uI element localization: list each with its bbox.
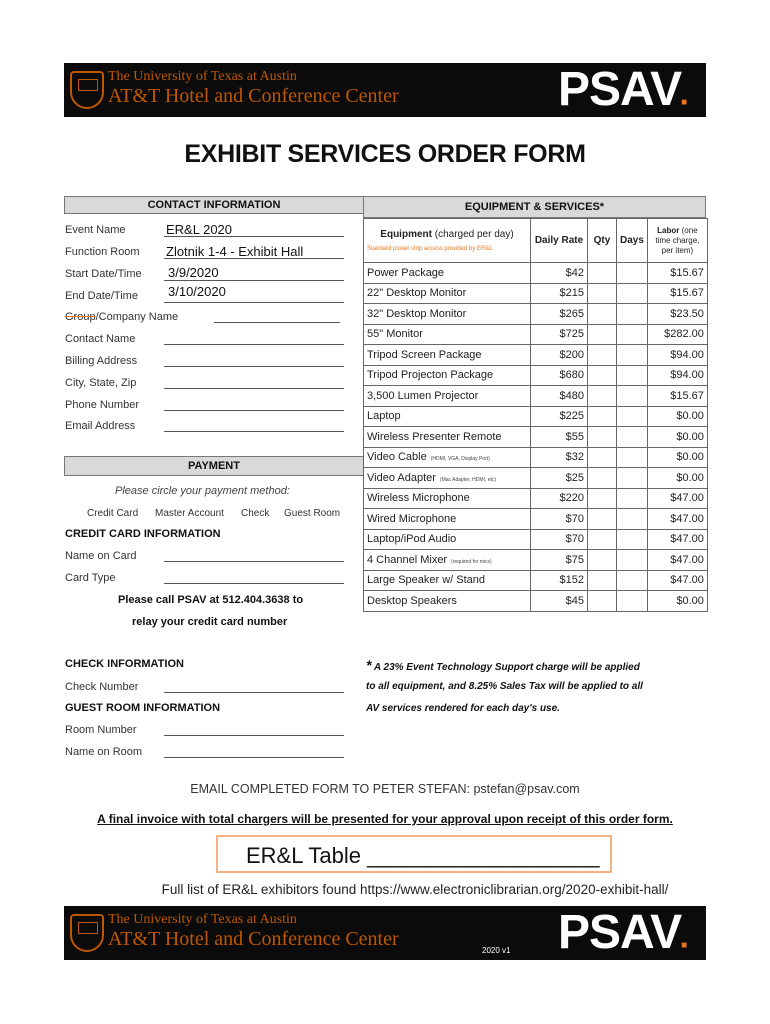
equipment-row xyxy=(364,406,708,427)
email-instruction: EMAIL COMPLETED FORM TO PETER STEFAN: pstefan@psav.com xyxy=(190,782,580,796)
equipment-row xyxy=(364,345,708,366)
equipment-rate: $45 xyxy=(531,591,588,612)
function-room-line xyxy=(164,258,344,259)
payment-header: PAYMENT xyxy=(64,456,364,476)
equipment-labor: $94.00 xyxy=(647,365,707,386)
days-input[interactable] xyxy=(617,529,648,550)
labor-col-header: Labor (one time charge, per item) xyxy=(647,219,707,263)
start-date-line xyxy=(164,280,344,281)
equipment-name: Tripod Projecton Package xyxy=(364,365,531,386)
company-name-label: Group/Company Name xyxy=(65,311,179,323)
qty-input[interactable] xyxy=(588,365,617,386)
qty-input[interactable] xyxy=(588,591,617,612)
days-input[interactable] xyxy=(617,509,648,530)
qty-input[interactable] xyxy=(588,386,617,407)
center-name: AT&T Hotel and Conference Center xyxy=(108,85,399,107)
ut-seal-icon xyxy=(70,71,104,109)
equipment-rate: $220 xyxy=(531,488,588,509)
equipment-labor: $23.50 xyxy=(647,304,707,325)
contact-name-line[interactable] xyxy=(164,344,344,345)
start-date-label: Start Date/Time xyxy=(65,268,142,280)
equipment-labor: $282.00 xyxy=(647,324,707,345)
equipment-rate: $215 xyxy=(531,283,588,304)
name-on-card-line[interactable] xyxy=(164,561,344,562)
equipment-rate: $42 xyxy=(531,263,588,284)
qty-input[interactable] xyxy=(588,345,617,366)
end-date-line xyxy=(164,302,344,303)
equipment-row xyxy=(364,529,708,550)
equipment-labor: $0.00 xyxy=(647,406,707,427)
city-state-zip-line[interactable] xyxy=(164,388,344,389)
card-type-label: Card Type xyxy=(65,572,116,584)
equipment-name: Large Speaker w/ Stand xyxy=(364,570,531,591)
qty-input[interactable] xyxy=(588,447,617,468)
equipment-name: Tripod Screen Package xyxy=(364,345,531,366)
start-date-value[interactable]: 3/9/2020 xyxy=(168,265,219,280)
equipment-header: EQUIPMENT & SERVICES* xyxy=(363,196,706,218)
payment-instruction: Please circle your payment method: xyxy=(115,485,290,497)
equipment-col-header: Equipment (charged per day) Standard power strip access provided by ER&L xyxy=(364,219,531,263)
equipment-labor: $0.00 xyxy=(647,427,707,448)
page-title: EXHIBIT SERVICES ORDER FORM xyxy=(184,140,586,168)
qty-col-header: Qty xyxy=(588,219,617,263)
university-name-bottom: The University of Texas at Austin xyxy=(108,912,297,927)
payment-guest-room[interactable]: Guest Room xyxy=(284,508,341,519)
equipment-row xyxy=(364,427,708,448)
call-psav-line2: relay your credit card number xyxy=(132,616,288,628)
equipment-labor: $47.00 xyxy=(647,509,707,530)
equipment-name: Video Cable (HDMI, VGA, Display Port) xyxy=(364,447,531,468)
room-number-label: Room Number xyxy=(65,724,137,736)
equipment-name: Wireless Microphone xyxy=(364,488,531,509)
cc-header: CREDIT CARD INFORMATION xyxy=(65,528,221,540)
equipment-name: 55" Monitor xyxy=(364,324,531,345)
psav-logo: PSAV■ xyxy=(558,63,687,116)
days-input[interactable] xyxy=(617,591,648,612)
equipment-row xyxy=(364,570,708,591)
qty-input[interactable] xyxy=(588,263,617,284)
email-address-line[interactable] xyxy=(164,431,344,432)
phone-number-label: Phone Number xyxy=(65,399,139,411)
equipment-labor: $15.67 xyxy=(647,386,707,407)
end-date-label: End Date/Time xyxy=(65,290,138,302)
contact-name-label: Contact Name xyxy=(65,333,136,345)
equipment-name: Video Adapter (Mac Adapter, HDMI, etc) xyxy=(364,468,531,489)
check-header: CHECK INFORMATION xyxy=(65,658,184,670)
name-on-card-label: Name on Card xyxy=(65,550,137,562)
event-name-value[interactable]: ER&L 2020 xyxy=(166,222,233,237)
equipment-row xyxy=(364,304,708,325)
equipment-name: Power Package xyxy=(364,263,531,284)
equipment-note: (required for mics) xyxy=(451,558,492,565)
days-input[interactable] xyxy=(617,468,648,489)
qty-input[interactable] xyxy=(588,406,617,427)
equipment-name: Laptop xyxy=(364,406,531,427)
days-input[interactable] xyxy=(617,283,648,304)
rate-col-header: Daily Rate xyxy=(531,219,588,263)
qty-input[interactable] xyxy=(588,283,617,304)
equipment-row xyxy=(364,591,708,612)
equipment-labor: $47.00 xyxy=(647,488,707,509)
phone-number-line[interactable] xyxy=(164,410,344,411)
equipment-rate: $480 xyxy=(531,386,588,407)
equipment-rate: $70 xyxy=(531,509,588,530)
equipment-rate: $200 xyxy=(531,345,588,366)
billing-address-line[interactable] xyxy=(164,366,344,367)
event-name-label: Event Name xyxy=(65,224,126,236)
equipment-name: 4 Channel Mixer (required for mics) xyxy=(364,550,531,571)
payment-check[interactable]: Check xyxy=(241,508,270,519)
footnote-line3: AV services rendered for each day's use. xyxy=(366,703,560,714)
equipment-row xyxy=(364,263,708,284)
equipment-row xyxy=(364,550,708,571)
equipment-labor: $15.67 xyxy=(647,263,707,284)
days-input[interactable] xyxy=(617,406,648,427)
company-name-line[interactable] xyxy=(214,322,340,323)
footnote-line1: * A 23% Event Technology Support charge will be applied xyxy=(366,657,640,673)
equipment-name: Desktop Speakers xyxy=(364,591,531,612)
city-state-zip-label: City, State, Zip xyxy=(65,377,137,389)
equipment-name: 3,500 Lumen Projector xyxy=(364,386,531,407)
exhibitors-list-line: Full list of ER&L exhibitors found https://www.electroniclibrarian.org/2020-exhibit-hall/ xyxy=(161,882,669,897)
equipment-row xyxy=(364,468,708,489)
qty-input[interactable] xyxy=(588,468,617,489)
equipment-note: (HDMI, VGA, Display Port) xyxy=(430,456,490,463)
contact-header: CONTACT INFORMATION xyxy=(64,196,364,214)
equipment-row xyxy=(364,488,708,509)
qty-input[interactable] xyxy=(588,324,617,345)
days-input[interactable] xyxy=(617,488,648,509)
table-number-text: ER&L Table ___________________ xyxy=(246,843,600,868)
payment-master-account[interactable]: Master Account xyxy=(155,508,224,519)
equipment-labor: $94.00 xyxy=(647,345,707,366)
equipment-labor: $47.00 xyxy=(647,550,707,571)
qty-input[interactable] xyxy=(588,304,617,325)
footnote-line2: to all equipment, and 8.25% Sales Tax will be applied to all xyxy=(366,681,643,692)
equipment-row xyxy=(364,386,708,407)
university-name: The University of Texas at Austin xyxy=(108,69,297,84)
equipment-rate: $152 xyxy=(531,570,588,591)
end-date-value[interactable]: 3/10/2020 xyxy=(168,284,226,299)
equipment-rate: $70 xyxy=(531,529,588,550)
qty-input[interactable] xyxy=(588,550,617,571)
equipment-row xyxy=(364,324,708,345)
equipment-labor: $0.00 xyxy=(647,468,707,489)
equipment-rate: $725 xyxy=(531,324,588,345)
invoice-notice: A final invoice with total chargers will be presented for your approval upon receipt of this order form. xyxy=(97,812,673,826)
days-input[interactable] xyxy=(617,386,648,407)
days-input[interactable] xyxy=(617,427,648,448)
psav-logo-bottom: PSAV■ xyxy=(558,906,687,959)
equipment-name: 32" Desktop Monitor xyxy=(364,304,531,325)
check-number-line[interactable] xyxy=(164,692,344,693)
days-input[interactable] xyxy=(617,365,648,386)
bottom-banner xyxy=(64,906,706,960)
equipment-row xyxy=(364,283,708,304)
days-input[interactable] xyxy=(617,447,648,468)
equipment-rate: $680 xyxy=(531,365,588,386)
qty-input[interactable] xyxy=(588,488,617,509)
ut-seal-icon-bottom xyxy=(70,914,104,952)
equipment-rate: $265 xyxy=(531,304,588,325)
call-psav-line1: Please call PSAV at 512.404.3638 to xyxy=(118,594,304,606)
days-input[interactable] xyxy=(617,550,648,571)
equipment-note: (Mac Adapter, HDMI, etc) xyxy=(439,476,497,483)
equipment-rate: $55 xyxy=(531,427,588,448)
qty-input[interactable] xyxy=(588,570,617,591)
billing-address-label: Billing Address xyxy=(65,355,138,367)
name-on-room-line[interactable] xyxy=(164,757,344,758)
equipment-rate: $225 xyxy=(531,406,588,427)
equipment-name: Wireless Presenter Remote xyxy=(364,427,531,448)
top-banner xyxy=(64,63,706,117)
guest-room-header: GUEST ROOM INFORMATION xyxy=(65,702,221,714)
email-address-label: Email Address xyxy=(65,420,136,432)
equipment-labor: $47.00 xyxy=(647,570,707,591)
equipment-table xyxy=(363,218,708,612)
qty-input[interactable] xyxy=(588,529,617,550)
days-input[interactable] xyxy=(617,263,648,284)
equipment-labor: $47.00 xyxy=(647,529,707,550)
qty-input[interactable] xyxy=(588,509,617,530)
equipment-rate: $25 xyxy=(531,468,588,489)
days-input[interactable] xyxy=(617,304,648,325)
equipment-labor: $15.67 xyxy=(647,283,707,304)
equipment-rate: $32 xyxy=(531,447,588,468)
equipment-name: 22" Desktop Monitor xyxy=(364,283,531,304)
version-label: 2020 v1 xyxy=(482,946,511,955)
equipment-labor: $0.00 xyxy=(647,591,707,612)
days-col-header: Days xyxy=(617,219,648,263)
equipment-name: Wired Microphone xyxy=(364,509,531,530)
equipment-rate: $75 xyxy=(531,550,588,571)
check-number-label: Check Number xyxy=(65,681,139,693)
qty-input[interactable] xyxy=(588,427,617,448)
equipment-row xyxy=(364,509,708,530)
function-room-value[interactable]: Zlotnik 1-4 - Exhibit Hall xyxy=(166,244,304,259)
equipment-row xyxy=(364,447,708,468)
days-input[interactable] xyxy=(617,570,648,591)
table-number-box[interactable] xyxy=(216,835,612,873)
equipment-name: Laptop/iPod Audio xyxy=(364,529,531,550)
function-room-label: Function Room xyxy=(65,246,140,258)
name-on-room-label: Name on Room xyxy=(65,746,143,758)
event-name-line xyxy=(164,236,344,237)
equipment-labor: $0.00 xyxy=(647,447,707,468)
center-name-bottom: AT&T Hotel and Conference Center xyxy=(108,928,399,950)
days-input[interactable] xyxy=(617,345,648,366)
payment-credit-card[interactable]: Credit Card xyxy=(87,508,139,519)
equipment-row xyxy=(364,365,708,386)
days-input[interactable] xyxy=(617,324,648,345)
card-type-line[interactable] xyxy=(164,583,344,584)
room-number-line[interactable] xyxy=(164,735,344,736)
